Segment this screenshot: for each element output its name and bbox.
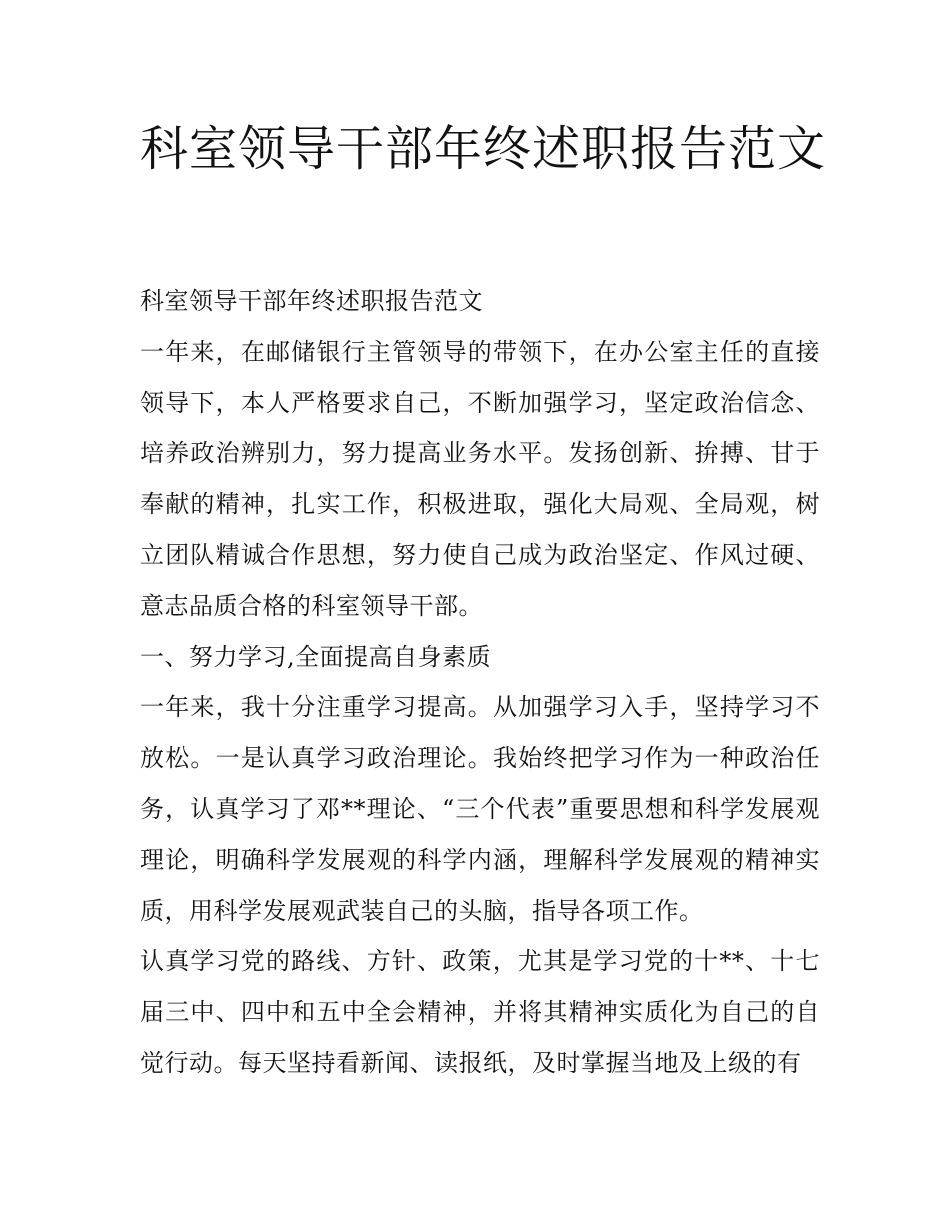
body-paragraph: 一年来，我十分注重学习提高。从加强学习入手，坚持学习不放松。一是认真学习政治理论。我始终把学习作为一种政治任务，认真学习了邓**理论、“三个代表”重要思想和科学发展观理论，明确科学发展观的科学内涵，理解科学发展观的精神实质，用科学发展观武装自己的头脑，指导各项工作。 (140, 693, 820, 925)
section-heading: 一、努力学习,全面提高自身素质 (140, 642, 492, 671)
body-paragraph: 认真学习党的路线、方针、政策，尤其是学习党的十**、十七届三中、四中和五中全会精神，并将其精神实质化为自己的自觉行动。每天坚持看新闻、读报纸，及时掌握当地及上级的有 (140, 947, 820, 1077)
document-body (140, 276, 820, 1089)
document-title: 科室领导干部年终述职报告范文 (140, 121, 827, 177)
subtitle-paragraph: 科室领导干部年终述职报告范文 (140, 287, 483, 315)
intro-paragraph: 一年来，在邮储银行主管领导的带领下，在办公室主任的直接领导下，本人严格要求自己，不断加强学习，坚定政治信念、培养政治辨别力，努力提高业务水平。发扬创新、拚搏、甘于奉献的精神，扎实工作，积极进取，强化大局观、全局观，树立团队精诚合作思想，努力使自己成为政治坚定、作风过硬、意志品质合格的科室领导干部。 (140, 337, 820, 620)
